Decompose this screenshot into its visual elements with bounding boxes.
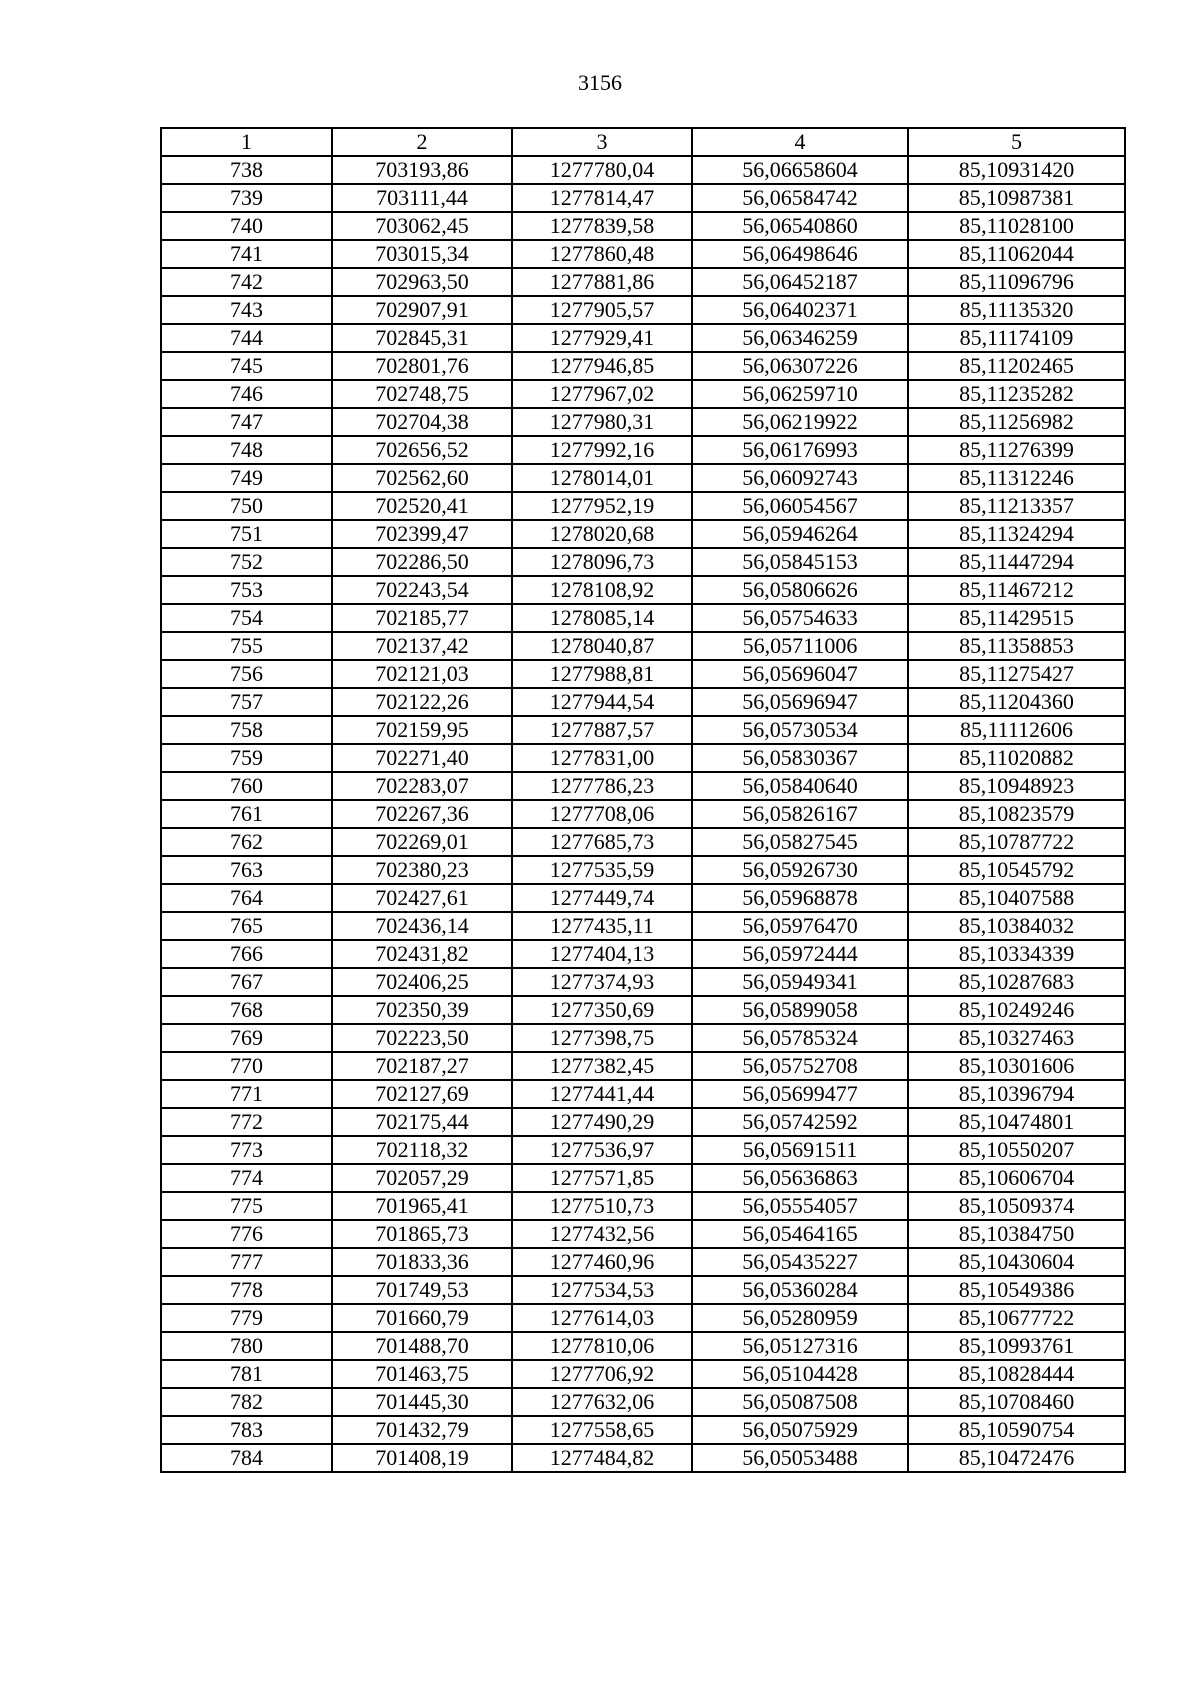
table-row: [161, 240, 1125, 268]
longitude-cell: 85,10384750: [908, 1220, 1125, 1248]
table-row: [161, 1192, 1125, 1220]
point-number-cell: 738: [161, 156, 332, 184]
latitude-cell: 56,05968878: [692, 884, 908, 912]
latitude-cell: 56,05926730: [692, 856, 908, 884]
point-number-cell: 781: [161, 1360, 332, 1388]
point-number-cell: 756: [161, 660, 332, 688]
x-coordinate-cell: 702267,36: [332, 800, 512, 828]
longitude-cell: 85,10249246: [908, 996, 1125, 1024]
y-coordinate-cell: 1277992,16: [512, 436, 692, 464]
point-number-cell: 779: [161, 1304, 332, 1332]
y-coordinate-cell: 1277831,00: [512, 744, 692, 772]
latitude-cell: 56,05711006: [692, 632, 908, 660]
point-number-cell: 765: [161, 912, 332, 940]
page-number: 3156: [578, 70, 622, 95]
latitude-cell: 56,06498646: [692, 240, 908, 268]
point-number-cell: 764: [161, 884, 332, 912]
x-coordinate-cell: 702057,29: [332, 1164, 512, 1192]
longitude-cell: 85,11062044: [908, 240, 1125, 268]
x-coordinate-cell: 701408,19: [332, 1444, 512, 1472]
latitude-cell: 56,05087508: [692, 1388, 908, 1416]
x-coordinate-cell: 702137,42: [332, 632, 512, 660]
longitude-cell: 85,10948923: [908, 772, 1125, 800]
y-coordinate-cell: 1277435,11: [512, 912, 692, 940]
latitude-cell: 56,05127316: [692, 1332, 908, 1360]
y-coordinate-cell: 1277441,44: [512, 1080, 692, 1108]
longitude-cell: 85,11256982: [908, 408, 1125, 436]
y-coordinate-cell: 1277536,97: [512, 1136, 692, 1164]
latitude-cell: 56,05696047: [692, 660, 908, 688]
header-row: [161, 128, 1125, 156]
table-row: [161, 1332, 1125, 1360]
table-row: [161, 380, 1125, 408]
point-number-cell: 766: [161, 940, 332, 968]
latitude-cell: 56,05699477: [692, 1080, 908, 1108]
table-row: [161, 688, 1125, 716]
longitude-cell: 85,10384032: [908, 912, 1125, 940]
x-coordinate-cell: 702704,38: [332, 408, 512, 436]
latitude-cell: 56,05899058: [692, 996, 908, 1024]
latitude-cell: 56,06658604: [692, 156, 908, 184]
point-number-cell: 771: [161, 1080, 332, 1108]
latitude-cell: 56,05360284: [692, 1276, 908, 1304]
longitude-cell: 85,10823579: [908, 800, 1125, 828]
table-row: [161, 1024, 1125, 1052]
table-row: [161, 968, 1125, 996]
table-row: [161, 716, 1125, 744]
x-coordinate-cell: 703111,44: [332, 184, 512, 212]
point-number-cell: 747: [161, 408, 332, 436]
y-coordinate-cell: 1277905,57: [512, 296, 692, 324]
latitude-cell: 56,05104428: [692, 1360, 908, 1388]
point-number-cell: 763: [161, 856, 332, 884]
point-number-cell: 748: [161, 436, 332, 464]
latitude-cell: 56,05840640: [692, 772, 908, 800]
latitude-cell: 56,05830367: [692, 744, 908, 772]
point-number-cell: 755: [161, 632, 332, 660]
point-number-cell: 759: [161, 744, 332, 772]
table-row: [161, 1444, 1125, 1472]
longitude-cell: 85,11174109: [908, 324, 1125, 352]
table-row: [161, 1388, 1125, 1416]
latitude-cell: 56,05742592: [692, 1108, 908, 1136]
x-coordinate-cell: 701965,41: [332, 1192, 512, 1220]
x-coordinate-cell: 702159,95: [332, 716, 512, 744]
table-row: [161, 1080, 1125, 1108]
point-number-cell: 760: [161, 772, 332, 800]
latitude-cell: 56,05752708: [692, 1052, 908, 1080]
x-coordinate-cell: 702175,44: [332, 1108, 512, 1136]
latitude-cell: 56,06346259: [692, 324, 908, 352]
latitude-cell: 56,05754633: [692, 604, 908, 632]
x-coordinate-cell: 702520,41: [332, 492, 512, 520]
y-coordinate-cell: 1277780,04: [512, 156, 692, 184]
table-row: [161, 1108, 1125, 1136]
point-number-cell: 775: [161, 1192, 332, 1220]
latitude-cell: 56,05280959: [692, 1304, 908, 1332]
x-coordinate-cell: 702185,77: [332, 604, 512, 632]
table-row: [161, 520, 1125, 548]
longitude-cell: 85,10545792: [908, 856, 1125, 884]
x-coordinate-cell: 702656,52: [332, 436, 512, 464]
latitude-cell: 56,05730534: [692, 716, 908, 744]
x-coordinate-cell: 702907,91: [332, 296, 512, 324]
table-row: [161, 884, 1125, 912]
point-number-cell: 758: [161, 716, 332, 744]
y-coordinate-cell: 1277685,73: [512, 828, 692, 856]
longitude-cell: 85,10287683: [908, 968, 1125, 996]
point-number-cell: 751: [161, 520, 332, 548]
x-coordinate-cell: 701749,53: [332, 1276, 512, 1304]
point-number-cell: 770: [161, 1052, 332, 1080]
table-row: [161, 436, 1125, 464]
y-coordinate-cell: 1277839,58: [512, 212, 692, 240]
latitude-cell: 56,05435227: [692, 1248, 908, 1276]
x-coordinate-cell: 701833,36: [332, 1248, 512, 1276]
point-number-cell: 749: [161, 464, 332, 492]
latitude-cell: 56,06259710: [692, 380, 908, 408]
column-header-1: 1: [161, 128, 332, 156]
column-header-5: 5: [908, 128, 1125, 156]
table-row: [161, 296, 1125, 324]
y-coordinate-cell: 1278096,73: [512, 548, 692, 576]
x-coordinate-cell: 702269,01: [332, 828, 512, 856]
x-coordinate-cell: 702350,39: [332, 996, 512, 1024]
point-number-cell: 761: [161, 800, 332, 828]
column-header-4: 4: [692, 128, 908, 156]
longitude-cell: 85,10987381: [908, 184, 1125, 212]
point-number-cell: 780: [161, 1332, 332, 1360]
y-coordinate-cell: 1278108,92: [512, 576, 692, 604]
point-number-cell: 754: [161, 604, 332, 632]
table-row: [161, 1052, 1125, 1080]
x-coordinate-cell: 702286,50: [332, 548, 512, 576]
longitude-cell: 85,11324294: [908, 520, 1125, 548]
longitude-cell: 85,11020882: [908, 744, 1125, 772]
table-row: [161, 1416, 1125, 1444]
y-coordinate-cell: 1277980,31: [512, 408, 692, 436]
point-number-cell: 767: [161, 968, 332, 996]
latitude-cell: 56,06054567: [692, 492, 908, 520]
point-number-cell: 743: [161, 296, 332, 324]
y-coordinate-cell: 1277946,85: [512, 352, 692, 380]
longitude-cell: 85,11112606: [908, 716, 1125, 744]
longitude-cell: 85,11358853: [908, 632, 1125, 660]
longitude-cell: 85,10474801: [908, 1108, 1125, 1136]
point-number-cell: 753: [161, 576, 332, 604]
point-number-cell: 774: [161, 1164, 332, 1192]
x-coordinate-cell: 703015,34: [332, 240, 512, 268]
point-number-cell: 768: [161, 996, 332, 1024]
column-header-3: 3: [512, 128, 692, 156]
x-coordinate-cell: 702427,61: [332, 884, 512, 912]
point-number-cell: 757: [161, 688, 332, 716]
x-coordinate-cell: 701463,75: [332, 1360, 512, 1388]
latitude-cell: 56,05554057: [692, 1192, 908, 1220]
latitude-cell: 56,05826167: [692, 800, 908, 828]
point-number-cell: 772: [161, 1108, 332, 1136]
longitude-cell: 85,11235282: [908, 380, 1125, 408]
x-coordinate-cell: 702283,07: [332, 772, 512, 800]
table-row: [161, 632, 1125, 660]
longitude-cell: 85,10606704: [908, 1164, 1125, 1192]
longitude-cell: 85,10828444: [908, 1360, 1125, 1388]
y-coordinate-cell: 1277558,65: [512, 1416, 692, 1444]
x-coordinate-cell: 702399,47: [332, 520, 512, 548]
longitude-cell: 85,10931420: [908, 156, 1125, 184]
x-coordinate-cell: 702380,23: [332, 856, 512, 884]
y-coordinate-cell: 1277881,86: [512, 268, 692, 296]
table-row: [161, 1276, 1125, 1304]
point-number-cell: 741: [161, 240, 332, 268]
latitude-cell: 56,05636863: [692, 1164, 908, 1192]
y-coordinate-cell: 1277860,48: [512, 240, 692, 268]
point-number-cell: 762: [161, 828, 332, 856]
longitude-cell: 85,10430604: [908, 1248, 1125, 1276]
y-coordinate-cell: 1277944,54: [512, 688, 692, 716]
point-number-cell: 784: [161, 1444, 332, 1472]
column-header-2: 2: [332, 128, 512, 156]
latitude-cell: 56,05053488: [692, 1444, 908, 1472]
longitude-cell: 85,11202465: [908, 352, 1125, 380]
latitude-cell: 56,05949341: [692, 968, 908, 996]
longitude-cell: 85,11447294: [908, 548, 1125, 576]
point-number-cell: 778: [161, 1276, 332, 1304]
y-coordinate-cell: 1278020,68: [512, 520, 692, 548]
y-coordinate-cell: 1278040,87: [512, 632, 692, 660]
y-coordinate-cell: 1277967,02: [512, 380, 692, 408]
longitude-cell: 85,11135320: [908, 296, 1125, 324]
y-coordinate-cell: 1277374,93: [512, 968, 692, 996]
table-row: [161, 660, 1125, 688]
point-number-cell: 746: [161, 380, 332, 408]
y-coordinate-cell: 1277988,81: [512, 660, 692, 688]
table-row: [161, 800, 1125, 828]
longitude-cell: 85,11467212: [908, 576, 1125, 604]
point-number-cell: 769: [161, 1024, 332, 1052]
y-coordinate-cell: 1277398,75: [512, 1024, 692, 1052]
y-coordinate-cell: 1277632,06: [512, 1388, 692, 1416]
latitude-cell: 56,06219922: [692, 408, 908, 436]
table-row: [161, 464, 1125, 492]
x-coordinate-cell: 702963,50: [332, 268, 512, 296]
longitude-cell: 85,10549386: [908, 1276, 1125, 1304]
point-number-cell: 752: [161, 548, 332, 576]
y-coordinate-cell: 1277786,23: [512, 772, 692, 800]
x-coordinate-cell: 702223,50: [332, 1024, 512, 1052]
point-number-cell: 742: [161, 268, 332, 296]
y-coordinate-cell: 1278014,01: [512, 464, 692, 492]
table-body: [161, 156, 1125, 1472]
longitude-cell: 85,11096796: [908, 268, 1125, 296]
longitude-cell: 85,11204360: [908, 688, 1125, 716]
table-row: [161, 996, 1125, 1024]
y-coordinate-cell: 1277571,85: [512, 1164, 692, 1192]
table-row: [161, 1164, 1125, 1192]
y-coordinate-cell: 1277449,74: [512, 884, 692, 912]
point-number-cell: 744: [161, 324, 332, 352]
table-row: [161, 604, 1125, 632]
longitude-cell: 85,10993761: [908, 1332, 1125, 1360]
y-coordinate-cell: 1277708,06: [512, 800, 692, 828]
point-number-cell: 739: [161, 184, 332, 212]
longitude-cell: 85,10301606: [908, 1052, 1125, 1080]
y-coordinate-cell: 1277810,06: [512, 1332, 692, 1360]
longitude-cell: 85,10407588: [908, 884, 1125, 912]
point-number-cell: 750: [161, 492, 332, 520]
x-coordinate-cell: 702436,14: [332, 912, 512, 940]
table-row: [161, 828, 1125, 856]
latitude-cell: 56,05845153: [692, 548, 908, 576]
table-row: [161, 744, 1125, 772]
latitude-cell: 56,05075929: [692, 1416, 908, 1444]
table-row: [161, 856, 1125, 884]
x-coordinate-cell: 701488,70: [332, 1332, 512, 1360]
longitude-cell: 85,11028100: [908, 212, 1125, 240]
longitude-cell: 85,10334339: [908, 940, 1125, 968]
x-coordinate-cell: 701432,79: [332, 1416, 512, 1444]
latitude-cell: 56,06584742: [692, 184, 908, 212]
longitude-cell: 85,10509374: [908, 1192, 1125, 1220]
latitude-cell: 56,05696947: [692, 688, 908, 716]
x-coordinate-cell: 702187,27: [332, 1052, 512, 1080]
y-coordinate-cell: 1277887,57: [512, 716, 692, 744]
x-coordinate-cell: 702748,75: [332, 380, 512, 408]
longitude-cell: 85,11429515: [908, 604, 1125, 632]
y-coordinate-cell: 1277350,69: [512, 996, 692, 1024]
x-coordinate-cell: 701660,79: [332, 1304, 512, 1332]
table-row: [161, 940, 1125, 968]
x-coordinate-cell: 702845,31: [332, 324, 512, 352]
longitude-cell: 85,10550207: [908, 1136, 1125, 1164]
latitude-cell: 56,05976470: [692, 912, 908, 940]
y-coordinate-cell: 1277490,29: [512, 1108, 692, 1136]
x-coordinate-cell: 702271,40: [332, 744, 512, 772]
x-coordinate-cell: 702121,03: [332, 660, 512, 688]
latitude-cell: 56,05691511: [692, 1136, 908, 1164]
table-row: [161, 408, 1125, 436]
y-coordinate-cell: 1278085,14: [512, 604, 692, 632]
table-row: [161, 1304, 1125, 1332]
x-coordinate-cell: 702406,25: [332, 968, 512, 996]
y-coordinate-cell: 1277382,45: [512, 1052, 692, 1080]
x-coordinate-cell: 702801,76: [332, 352, 512, 380]
point-number-cell: 740: [161, 212, 332, 240]
latitude-cell: 56,06402371: [692, 296, 908, 324]
x-coordinate-cell: 701445,30: [332, 1388, 512, 1416]
coordinates-table: [160, 127, 1126, 1473]
x-coordinate-cell: 702122,26: [332, 688, 512, 716]
y-coordinate-cell: 1277614,03: [512, 1304, 692, 1332]
table-row: [161, 324, 1125, 352]
longitude-cell: 85,11213357: [908, 492, 1125, 520]
x-coordinate-cell: 702431,82: [332, 940, 512, 968]
table-row: [161, 548, 1125, 576]
y-coordinate-cell: 1277952,19: [512, 492, 692, 520]
latitude-cell: 56,05464165: [692, 1220, 908, 1248]
x-coordinate-cell: 702243,54: [332, 576, 512, 604]
latitude-cell: 56,05972444: [692, 940, 908, 968]
table-row: [161, 492, 1125, 520]
latitude-cell: 56,05806626: [692, 576, 908, 604]
latitude-cell: 56,06452187: [692, 268, 908, 296]
x-coordinate-cell: 703062,45: [332, 212, 512, 240]
table-row: [161, 352, 1125, 380]
latitude-cell: 56,06176993: [692, 436, 908, 464]
y-coordinate-cell: 1277484,82: [512, 1444, 692, 1472]
latitude-cell: 56,05827545: [692, 828, 908, 856]
longitude-cell: 85,11275427: [908, 660, 1125, 688]
latitude-cell: 56,05946264: [692, 520, 908, 548]
table-row: [161, 1136, 1125, 1164]
point-number-cell: 782: [161, 1388, 332, 1416]
table-row: [161, 268, 1125, 296]
y-coordinate-cell: 1277814,47: [512, 184, 692, 212]
table-row: [161, 212, 1125, 240]
longitude-cell: 85,11276399: [908, 436, 1125, 464]
table-row: [161, 1360, 1125, 1388]
table-row: [161, 156, 1125, 184]
point-number-cell: 773: [161, 1136, 332, 1164]
longitude-cell: 85,10590754: [908, 1416, 1125, 1444]
longitude-cell: 85,10677722: [908, 1304, 1125, 1332]
y-coordinate-cell: 1277535,59: [512, 856, 692, 884]
table-row: [161, 912, 1125, 940]
x-coordinate-cell: 702118,32: [332, 1136, 512, 1164]
point-number-cell: 776: [161, 1220, 332, 1248]
point-number-cell: 783: [161, 1416, 332, 1444]
latitude-cell: 56,06307226: [692, 352, 908, 380]
longitude-cell: 85,10327463: [908, 1024, 1125, 1052]
longitude-cell: 85,10787722: [908, 828, 1125, 856]
table-row: [161, 1220, 1125, 1248]
x-coordinate-cell: 701865,73: [332, 1220, 512, 1248]
x-coordinate-cell: 702127,69: [332, 1080, 512, 1108]
table-row: [161, 1248, 1125, 1276]
y-coordinate-cell: 1277404,13: [512, 940, 692, 968]
latitude-cell: 56,06540860: [692, 212, 908, 240]
longitude-cell: 85,10396794: [908, 1080, 1125, 1108]
y-coordinate-cell: 1277460,96: [512, 1248, 692, 1276]
x-coordinate-cell: 703193,86: [332, 156, 512, 184]
y-coordinate-cell: 1277510,73: [512, 1192, 692, 1220]
table-row: [161, 576, 1125, 604]
y-coordinate-cell: 1277706,92: [512, 1360, 692, 1388]
longitude-cell: 85,10708460: [908, 1388, 1125, 1416]
latitude-cell: 56,05785324: [692, 1024, 908, 1052]
y-coordinate-cell: 1277432,56: [512, 1220, 692, 1248]
latitude-cell: 56,06092743: [692, 464, 908, 492]
table-row: [161, 772, 1125, 800]
y-coordinate-cell: 1277929,41: [512, 324, 692, 352]
point-number-cell: 777: [161, 1248, 332, 1276]
longitude-cell: 85,11312246: [908, 464, 1125, 492]
longitude-cell: 85,10472476: [908, 1444, 1125, 1472]
table-row: [161, 184, 1125, 212]
y-coordinate-cell: 1277534,53: [512, 1276, 692, 1304]
x-coordinate-cell: 702562,60: [332, 464, 512, 492]
point-number-cell: 745: [161, 352, 332, 380]
